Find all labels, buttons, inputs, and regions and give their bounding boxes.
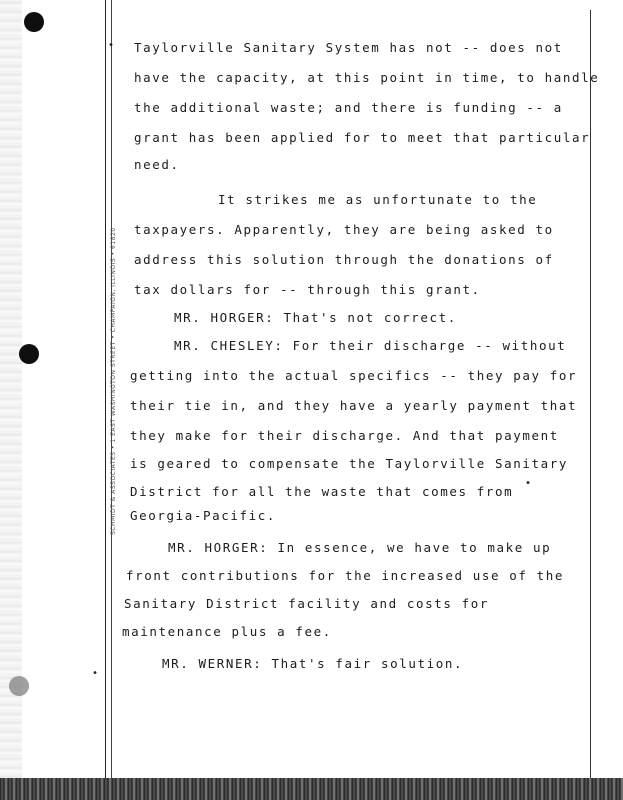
transcript-line: the additional waste; and there is funding -- a — [134, 100, 563, 115]
stray-mark: • — [525, 478, 532, 489]
transcript-line: Georgia-Pacific. — [130, 508, 277, 523]
transcript-line: getting into the actual specifics -- they pay for — [130, 368, 578, 383]
transcript-line: taxpayers. Apparently, they are being asked to — [134, 222, 554, 237]
margin-dot: • — [108, 40, 115, 51]
right-margin-rule — [590, 10, 591, 785]
speaker-line: MR. HORGER: That's not correct. — [174, 310, 457, 325]
transcript-line: need. — [134, 157, 180, 172]
transcript-line: tax dollars for -- through this grant. — [134, 282, 481, 297]
transcript-line: is geared to compensate the Taylorville Sanitary — [130, 456, 569, 471]
punch-hole-bottom — [9, 676, 29, 696]
transcript-line: Taylorville Sanitary System has not -- does not — [134, 40, 563, 55]
transcript-line: their tie in, and they have a yearly payment that — [130, 398, 578, 413]
speaker-line: MR. CHESLEY: For their discharge -- without — [174, 338, 567, 353]
left-margin-rule — [105, 0, 106, 800]
transcript-line: District for all the waste that comes from — [130, 484, 514, 499]
transcript-line: front contributions for the increased use of the — [126, 568, 565, 583]
transcript-line: they make for their discharge. And that payment — [130, 428, 559, 443]
transcript-line: It strikes me as unfortunate to the — [218, 192, 538, 207]
margin-dot: • — [92, 668, 99, 679]
reporter-side-text: SCHMIDT & ASSOCIATES • 1 EAST WASHINGTON STREET • CHAMPAIGN, ILLINOIS • 61820 — [110, 227, 117, 535]
speaker-line: MR. WERNER: That's fair solution. — [162, 656, 464, 671]
transcript-line: have the capacity, at this point in time, to handle — [134, 70, 600, 85]
transcript-line: address this solution through the donations of — [134, 252, 554, 267]
transcript-line: grant has been applied for to meet that particular — [134, 130, 591, 145]
transcript-line: maintenance plus a fee. — [122, 624, 332, 639]
speaker-line: MR. HORGER: In essence, we have to make up — [168, 540, 552, 555]
transcript-line: Sanitary District facility and costs for — [124, 596, 490, 611]
punch-hole-middle — [19, 344, 39, 364]
punch-hole-top — [24, 12, 44, 32]
scan-bottom-noise — [0, 778, 623, 800]
